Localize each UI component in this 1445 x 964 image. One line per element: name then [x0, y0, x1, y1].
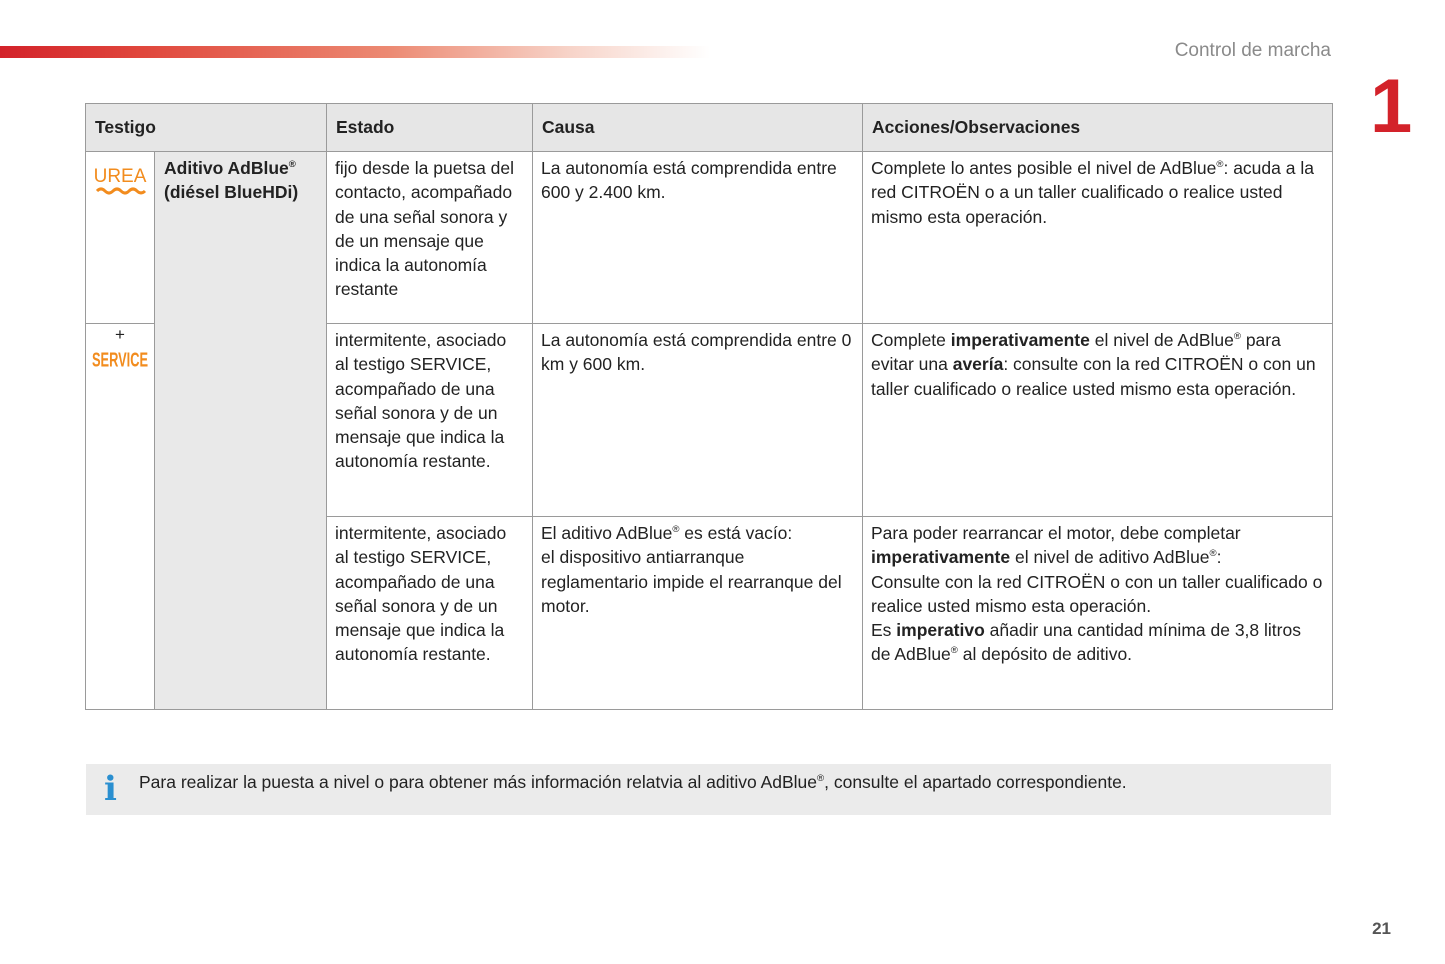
estado-cell: intermitente, asociado al testigo SERVICE, acompañado de una señal sonora y de un mensaje que indica la autonomía restante.: [327, 324, 533, 517]
service-label: SERVICE: [92, 348, 149, 373]
causa-cell: El aditivo AdBlue® es está vacío: el dispositivo antiarranque reglamentario impide el rearranque del motor.: [533, 517, 863, 710]
lamp-name-cell: Aditivo AdBlue® (diésel BlueHDi): [155, 152, 327, 710]
lamp-icon-cell: [86, 324, 155, 710]
header-causa: Causa: [533, 104, 863, 152]
lamp-name: Aditivo AdBlue: [164, 158, 289, 178]
table-row: [86, 152, 1333, 324]
estado-cell: intermitente, asociado al testigo SERVICE, acompañado de una señal sonora y de un mensaje que indica la autonomía restante.: [327, 517, 533, 710]
lamp-subname: (diésel BlueHDi): [164, 182, 299, 203]
acciones-cell: Complete imperativamente el nivel de AdBlue® para evitar una avería: consulte con la red CITROËN o con un taller cualificado o realice usted mismo esta operación.: [863, 324, 1333, 517]
info-icon: i: [104, 769, 117, 809]
header-testigo: Testigo: [86, 104, 327, 152]
chapter-number-text: 1: [1370, 64, 1413, 149]
urea-label: UREA: [93, 166, 147, 187]
header-estado: Estado: [327, 104, 533, 152]
lamp-icon-cell: [86, 152, 155, 324]
service-warning-icon: [90, 346, 150, 373]
warning-lamp-table: [85, 103, 1333, 710]
acciones-cell: Para poder rearrancar el motor, debe completar imperativamente el nivel de aditivo AdBlue®: Consulte con la red CITROËN o con un taller cualificado o realice usted mismo esta operación. Es imperativo añadir una cantidad mínima de 3,8 litros de AdBlue® al depósito de aditivo.: [863, 517, 1333, 710]
header-acciones: Acciones/Observaciones: [863, 104, 1333, 152]
section-title: Control de marcha: [1174, 40, 1331, 61]
causa-cell: La autonomía está comprendida entre 0 km y 600 km.: [533, 324, 863, 517]
acciones-cell: Complete lo antes posible el nivel de AdBlue®: acuda a la red CITROËN o a un taller cualificado o realice usted mismo esta operación.: [863, 152, 1333, 324]
table-header-row: [86, 104, 1333, 152]
info-text: Para realizar la puesta a nivel o para obtener más información relatvia al aditivo AdBlue®, consulte el apartado correspondiente.: [139, 772, 1127, 792]
urea-warning-icon: [93, 164, 147, 200]
causa-cell: La autonomía está comprendida entre 600 y 2.400 km.: [533, 152, 863, 324]
top-accent-bar: [0, 46, 710, 58]
plus-sign: +: [115, 325, 125, 344]
chapter-number-1: [1368, 64, 1413, 149]
page-number: 21: [1372, 919, 1391, 938]
estado-cell: fijo desde la puetsa del contacto, acompañado de una señal sonora y de un mensaje que indica la autonomía restante: [327, 152, 533, 324]
info-note: [86, 764, 1331, 815]
